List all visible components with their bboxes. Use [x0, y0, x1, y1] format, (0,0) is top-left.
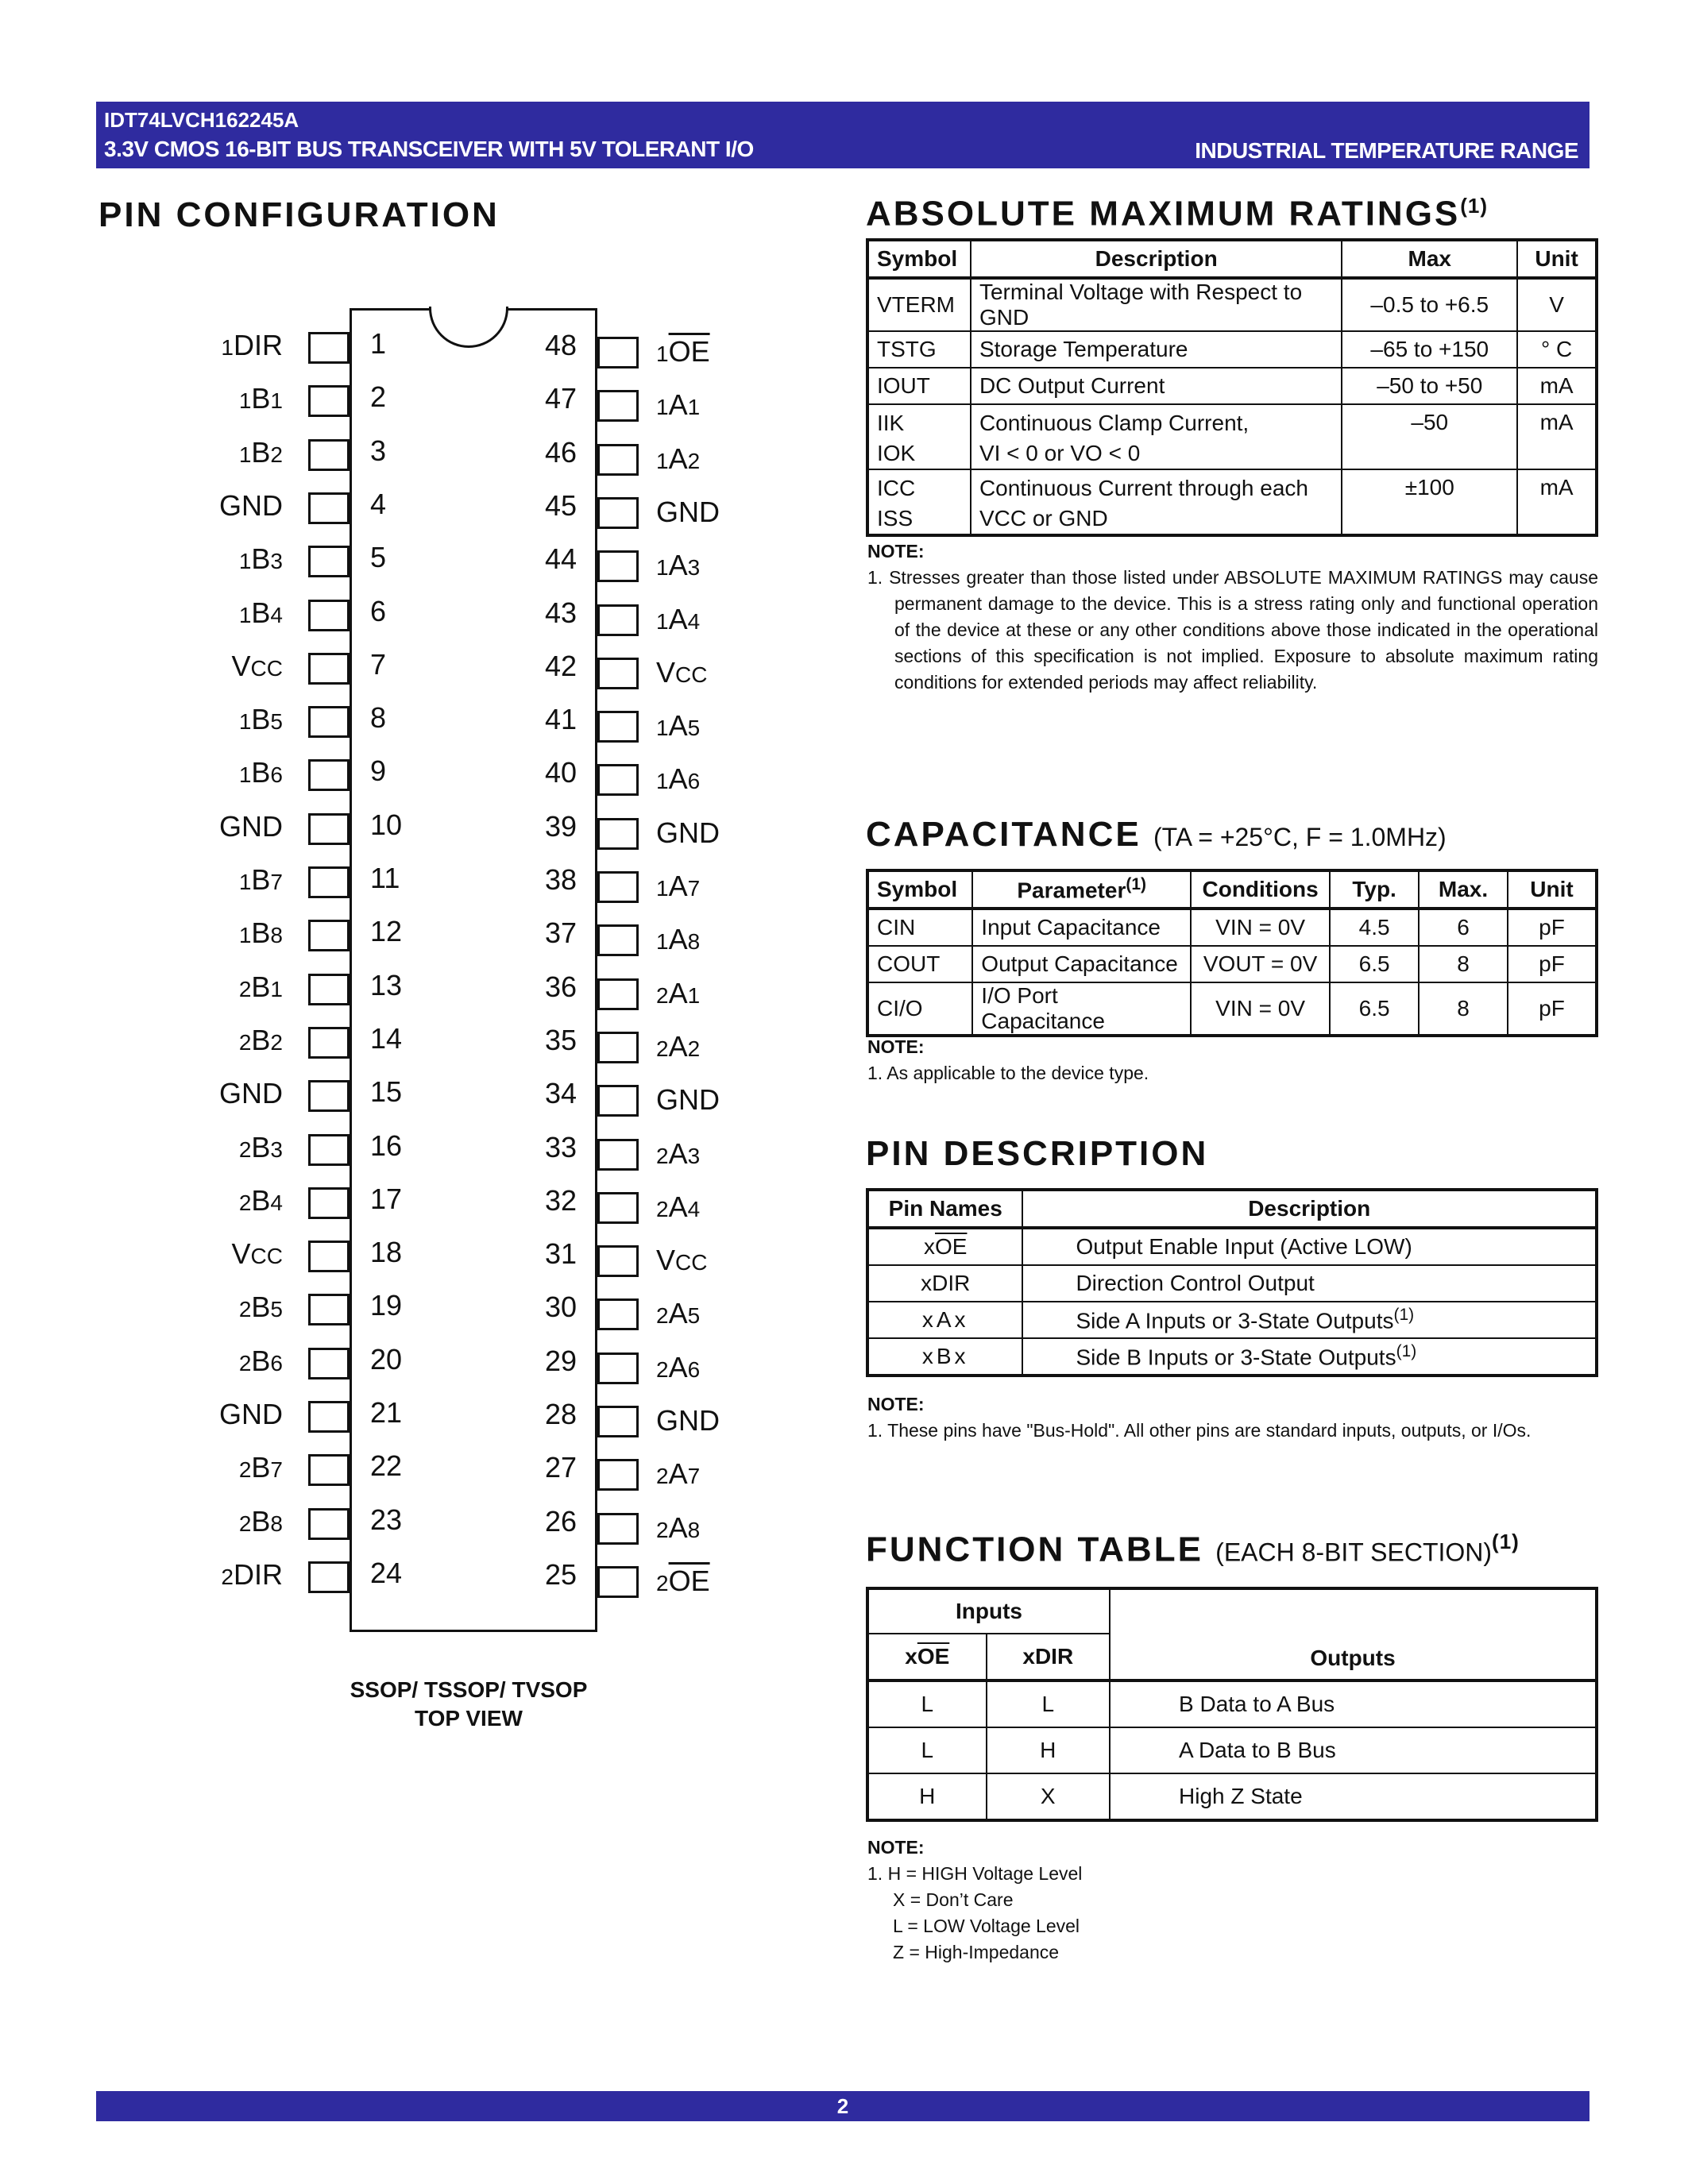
- typ-cell: 4.5: [1330, 909, 1419, 946]
- temperature-range: INDUSTRIAL TEMPERATURE RANGE: [1195, 138, 1578, 163]
- part-number: IDT74LVCH162245A: [104, 108, 299, 132]
- pin-label: 2A7: [656, 1457, 701, 1491]
- pin-number: 30: [544, 1291, 577, 1324]
- pin-pad: [597, 1298, 639, 1330]
- dir-cell: X: [987, 1773, 1111, 1820]
- abs-max-note: NOTE: 1. Stresses greater than those listed under ABSOLUTE MAXIMUM RATINGS may cause permanent damage to the device. This is a stress rating only and functional operation of the device at these or any other conditions above those indicated in the operational sections of this specification is not implied. Exposure to absolute maximum rating conditions for extended periods may affect reliability.: [867, 538, 1598, 696]
- pin-desc-note: NOTE: 1. These pins have "Bus-Hold". All other pins are standard inputs, outputs, or I/Os.: [867, 1391, 1598, 1444]
- pin-pad: [597, 711, 639, 743]
- capacitance-title: CAPACITANCE (TA = +25°C, F = 1.0MHz): [866, 815, 1447, 854]
- symbol-cell: TSTG: [867, 331, 971, 368]
- symbol-cell: IIK IOK: [867, 404, 971, 469]
- pin-number: 41: [544, 703, 577, 736]
- table-header-row: [867, 1190, 1597, 1228]
- package-label: [318, 1676, 620, 1733]
- pin-number: 43: [544, 596, 577, 629]
- max-cell: 8: [1419, 946, 1508, 982]
- symbol-cell: IOUT: [867, 368, 971, 404]
- pin-pad: [308, 974, 350, 1005]
- pin-number: 22: [370, 1449, 403, 1483]
- pin-label: 2DIR: [221, 1557, 283, 1591]
- pin-number: 6: [370, 594, 387, 627]
- description-cell: Side B Inputs or 3-State Outputs$^{(1)}$: [1022, 1338, 1597, 1376]
- unit-cell: pF: [1508, 946, 1597, 982]
- note-line: Z = High-Impedance: [893, 1942, 1060, 1962]
- pin-pad: [308, 1187, 350, 1219]
- symbol-cell: VTERM: [867, 278, 971, 331]
- pin-pad: [308, 439, 350, 471]
- pin-label: 2A8: [656, 1511, 701, 1544]
- pin-pad: [597, 604, 639, 636]
- pin-pad: [597, 390, 639, 422]
- pin-number: 9: [370, 754, 387, 788]
- pin-pad: [597, 1245, 639, 1277]
- pin-pad: [597, 924, 639, 956]
- pin-number: 11: [370, 862, 400, 894]
- table-row: [867, 1727, 1597, 1773]
- pin-name-cell: xBx: [867, 1338, 1022, 1376]
- capacitance-note: NOTE: 1. As applicable to the device type.: [867, 1034, 1598, 1086]
- pin-label: 2A5: [656, 1297, 701, 1330]
- pin-pad: [597, 1139, 639, 1171]
- max-cell: 8: [1419, 982, 1508, 1036]
- output-cell: High Z State: [1110, 1773, 1597, 1820]
- pin-number: 42: [544, 649, 577, 682]
- pin-number: 39: [544, 809, 577, 843]
- col-header: Symbol: [867, 240, 971, 278]
- footer-bar: [96, 2091, 1590, 2121]
- unit-cell: ° C: [1517, 331, 1597, 368]
- unit-cell: mA: [1517, 368, 1597, 404]
- pin-number: 48: [544, 329, 577, 361]
- pin-number: 13: [370, 968, 403, 1001]
- header-bar: [96, 102, 1590, 168]
- description-cell: Continuous Current through each VCC or GND: [971, 469, 1342, 535]
- pin-number: 5: [370, 541, 387, 574]
- function-table: [866, 1587, 1598, 1822]
- table-row: [867, 1338, 1597, 1376]
- col-header: Unit: [1517, 240, 1597, 278]
- pin-label: 1B4: [238, 596, 283, 629]
- pin-pad: [308, 813, 350, 845]
- pin-desc-title: PIN DESCRIPTION: [866, 1134, 1209, 1173]
- table-row: [867, 1228, 1597, 1265]
- pin-pad: [308, 653, 350, 685]
- abs-max-title: ABSOLUTE MAXIMUM RATINGS$^{(1)}$: [866, 194, 1489, 233]
- pin-pad: [308, 759, 350, 791]
- pin-number: 19: [370, 1289, 403, 1322]
- pin-number: 26: [544, 1504, 577, 1538]
- oe-cell: L: [867, 1680, 987, 1727]
- pin-name-cell: $x\overline{OE}$: [867, 1228, 1022, 1265]
- pin-number: 1: [370, 327, 387, 360]
- unit-cell: V: [1517, 278, 1597, 331]
- oe-cell: L: [867, 1727, 987, 1773]
- pin-pad: [308, 1454, 350, 1486]
- pin-name-cell: xDIR: [867, 1265, 1022, 1302]
- pin-pad: [597, 871, 639, 903]
- dir-cell: L: [987, 1680, 1111, 1727]
- pin-pad: [597, 1459, 639, 1491]
- pin-label: 2B5: [238, 1291, 283, 1324]
- pin-number: 28: [544, 1398, 577, 1430]
- capacitance-conditions: (TA = +25°C, F = 1.0MHz): [1153, 823, 1447, 851]
- inputs-header: Inputs: [867, 1588, 1110, 1634]
- table-row: [867, 909, 1597, 946]
- pin-pad: [597, 1192, 639, 1224]
- col-header: Conditions: [1191, 870, 1330, 909]
- pin-pad: [308, 1561, 350, 1593]
- symbol-cell: CIN: [867, 909, 972, 946]
- typ-cell: 6.5: [1330, 946, 1419, 982]
- col-header: Pin Names: [867, 1190, 1022, 1228]
- pin-label: 1A4: [656, 602, 701, 635]
- pin-pad: [597, 497, 639, 529]
- pin-number: 33: [544, 1130, 577, 1163]
- pin-pad: [308, 920, 350, 951]
- pin-label: VCC: [656, 655, 708, 689]
- pin-number: 12: [370, 915, 403, 948]
- pin-pad: [597, 444, 639, 476]
- pin-number: 40: [544, 756, 577, 789]
- pin-label: 2B4: [238, 1183, 283, 1217]
- pin-pad: [308, 1027, 350, 1059]
- conditions-cell: VOUT = 0V: [1191, 946, 1330, 982]
- conditions-cell: VIN = 0V: [1191, 982, 1330, 1036]
- note-line: 1. H = HIGH Voltage Level: [867, 1863, 1083, 1884]
- pin-number: 45: [544, 488, 577, 522]
- pin-pad: [308, 332, 350, 364]
- pin-label: 1A2: [656, 442, 701, 475]
- pin-pad: [308, 706, 350, 738]
- pin-pad: [597, 1352, 639, 1384]
- pin-number: 46: [544, 435, 577, 469]
- pin-pad: [308, 1134, 350, 1166]
- capacitance-table: [866, 869, 1598, 1037]
- pin-label: $2\overline{OE}$: [656, 1564, 710, 1597]
- description-cell: Side A Inputs or 3-State Outputs$^{(1)}$: [1022, 1302, 1597, 1338]
- table-row: [867, 1773, 1597, 1820]
- pin-pad: [308, 1348, 350, 1379]
- description-cell: Continuous Clamp Current, VI < 0 or VO < 0: [971, 404, 1342, 469]
- pin-number: 8: [370, 701, 387, 735]
- pin-number: 34: [544, 1077, 577, 1110]
- pin-pad: [597, 1085, 639, 1117]
- pin-number: 23: [370, 1503, 403, 1536]
- document-title: 3.3V CMOS 16-BIT BUS TRANSCEIVER WITH 5V TOLERANT I/O: [104, 137, 754, 161]
- typ-cell: 6.5: [1330, 982, 1419, 1036]
- pin-label: 1A6: [656, 762, 701, 796]
- table-header-row: [867, 1588, 1597, 1634]
- col-header: Max: [1342, 240, 1517, 278]
- pin-pad: [308, 385, 350, 417]
- pin-label: GND: [219, 1077, 283, 1110]
- pin-pad: [308, 1080, 350, 1112]
- max-cell: –0.5 to +6.5: [1342, 278, 1517, 331]
- pin-label: 1A5: [656, 709, 701, 743]
- table-row: [867, 1265, 1597, 1302]
- pin-config-title: PIN CONFIGURATION: [98, 195, 500, 234]
- pin-label: 2B1: [238, 970, 283, 1003]
- pin-label: 2A3: [656, 1136, 701, 1170]
- pin-number: 16: [370, 1129, 403, 1162]
- note-line: X = Don’t Care: [893, 1889, 1014, 1910]
- pin-label: 1B6: [238, 756, 283, 789]
- pin-pad: [308, 600, 350, 631]
- note-text: 1. Stresses greater than those listed under ABSOLUTE MAXIMUM RATINGS may cause permanent damage to the device. This is a stress rating only and functional operation of the device at these or any other conditions above those indicated in the operational sections of this specification is not implied. Exposure to absolute maximum rating conditions for extended periods may affect reliability.: [867, 567, 1598, 693]
- pin-number: 44: [544, 542, 577, 576]
- pin-label: 1DIR: [221, 329, 283, 361]
- col-header: Unit: [1508, 870, 1597, 909]
- table-row: [867, 1680, 1597, 1727]
- pin-pad: [597, 978, 639, 1010]
- page-number: 2: [836, 2094, 849, 2118]
- pin-label: 1B1: [238, 382, 283, 415]
- pin-label: VCC: [656, 1244, 708, 1277]
- pin-label: GND: [656, 495, 720, 528]
- pin-label: 2A2: [656, 1029, 701, 1063]
- note-text: 1. These pins have "Bus-Hold". All other pins are standard inputs, outputs, or I/Os.: [867, 1420, 1532, 1441]
- pin-number: 24: [370, 1556, 403, 1589]
- pin-label: 2A1: [656, 976, 701, 1009]
- pin-name-cell: xAx: [867, 1302, 1022, 1338]
- function-table-note: NOTE: 1. H = HIGH Voltage Level X = Don’t Care L = LOW Voltage Level Z = High-Impedance: [867, 1835, 1598, 1966]
- pin-pad: [597, 550, 639, 582]
- output-cell: B Data to A Bus: [1110, 1680, 1597, 1727]
- pin-label: VCC: [231, 1237, 283, 1271]
- symbol-cell: ICC ISS: [867, 469, 971, 535]
- package-types: SSOP/ TSSOP/ TVSOP: [350, 1677, 588, 1702]
- max-cell: –65 to +150: [1342, 331, 1517, 368]
- pin-label: GND: [656, 1404, 720, 1437]
- pin-pad: [308, 546, 350, 577]
- note-text: 1. As applicable to the device type.: [867, 1063, 1149, 1083]
- col-header: Typ.: [1330, 870, 1419, 909]
- parameter-cell: I/O Port Capacitance: [972, 982, 1191, 1036]
- pin-number: 15: [370, 1075, 403, 1109]
- pin-number: 20: [370, 1342, 403, 1376]
- pin-label: 1B7: [238, 863, 283, 896]
- pin-label: 2A6: [656, 1350, 701, 1383]
- col-header: Parameter$^{(1)}$: [972, 870, 1191, 909]
- table-row: [867, 946, 1597, 982]
- pin-pad: [308, 1294, 350, 1325]
- description-cell: Terminal Voltage with Respect to GND: [971, 278, 1342, 331]
- pin-number: 37: [544, 916, 577, 950]
- description-cell: DC Output Current: [971, 368, 1342, 404]
- pin-pad: [597, 1513, 639, 1545]
- unit-cell: mA: [1517, 469, 1597, 535]
- output-cell: A Data to B Bus: [1110, 1727, 1597, 1773]
- abs-max-table: [866, 238, 1598, 537]
- pin-number: 31: [544, 1237, 577, 1271]
- pin-label: 1B3: [238, 542, 283, 576]
- pin-label: 2B3: [238, 1130, 283, 1163]
- pin-label: GND: [219, 1398, 283, 1430]
- pin-pad: [597, 1032, 639, 1063]
- pin-number: 2: [370, 380, 387, 414]
- table-row: [867, 404, 1597, 469]
- unit-cell: pF: [1508, 909, 1597, 946]
- table-row: [867, 368, 1597, 404]
- col-header: Max.: [1419, 870, 1508, 909]
- function-table-title: FUNCTION TABLE (EACH 8-BIT SECTION)$^{(1)}$: [866, 1530, 1520, 1569]
- pin-number: 14: [370, 1021, 403, 1055]
- max-cell: –50 to +50: [1342, 368, 1517, 404]
- pin-label: 1B2: [238, 435, 283, 469]
- pin-pad: [597, 1566, 639, 1598]
- pin-pad: [597, 658, 639, 689]
- pin-number: 25: [544, 1557, 577, 1591]
- pin-label: 2B6: [238, 1344, 283, 1377]
- pin-number: 29: [544, 1344, 577, 1377]
- pin-label: 1A7: [656, 870, 701, 902]
- pin-pad: [308, 492, 350, 524]
- view-label: TOP VIEW: [415, 1706, 523, 1731]
- table-row: [867, 1302, 1597, 1338]
- symbol-cell: CI/O: [867, 982, 972, 1036]
- pin-number: 21: [370, 1396, 403, 1429]
- max-cell: ±100: [1342, 469, 1517, 535]
- pin-pad: [308, 1241, 350, 1272]
- parameter-cell: Input Capacitance: [972, 909, 1191, 946]
- col-header: Description: [1022, 1190, 1597, 1228]
- pin-pad: [308, 1401, 350, 1433]
- pin-label: 1A8: [656, 923, 701, 956]
- pin-pad: [597, 818, 639, 850]
- pin-number: 4: [370, 487, 387, 520]
- pin-number: 47: [544, 382, 577, 415]
- pin-label: GND: [219, 809, 283, 843]
- pin-label: 1A3: [656, 549, 701, 582]
- unit-cell: mA: [1517, 404, 1597, 469]
- max-cell: 6: [1419, 909, 1508, 946]
- dir-cell: H: [987, 1727, 1111, 1773]
- col-header: Symbol: [867, 870, 972, 909]
- pin-label: 1A1: [656, 388, 701, 422]
- col-header-dir: xDIR: [987, 1634, 1111, 1680]
- table-row: [867, 331, 1597, 368]
- outputs-header: Outputs: [1110, 1588, 1597, 1680]
- pin-number: 3: [370, 434, 387, 467]
- pin-number: 38: [544, 863, 577, 896]
- note-line: L = LOW Voltage Level: [893, 1916, 1080, 1936]
- pin-number: 10: [370, 808, 403, 841]
- pin-pad: [597, 337, 639, 369]
- description-cell: Output Enable Input (Active LOW): [1022, 1228, 1597, 1265]
- table-header-row: [867, 240, 1597, 278]
- pin-number: 7: [370, 647, 387, 681]
- pin-pad: [597, 764, 639, 796]
- pin-pad: [308, 866, 350, 898]
- pin-label: GND: [656, 816, 720, 849]
- pin-label: 2B8: [238, 1504, 283, 1538]
- pin-label: 1B5: [238, 703, 283, 736]
- pin-number: 18: [370, 1236, 403, 1269]
- pin-label: 2A4: [656, 1190, 701, 1223]
- description-cell: Storage Temperature: [971, 331, 1342, 368]
- max-cell: –50: [1342, 404, 1517, 469]
- description-cell: Direction Control Output: [1022, 1265, 1597, 1302]
- pin-number: 17: [370, 1182, 403, 1215]
- pin-label: VCC: [231, 649, 283, 682]
- pin-number: 36: [544, 970, 577, 1003]
- table-row: [867, 278, 1597, 331]
- oe-cell: H: [867, 1773, 987, 1820]
- symbol-cell: COUT: [867, 946, 972, 982]
- pin-number: 32: [544, 1183, 577, 1217]
- pin-label: GND: [656, 1083, 720, 1117]
- table-row: [867, 982, 1597, 1036]
- pin-desc-table: [866, 1188, 1598, 1377]
- pin-pad: [308, 1508, 350, 1540]
- parameter-cell: Output Capacitance: [972, 946, 1191, 982]
- pin-number: 27: [544, 1451, 577, 1484]
- table-header-row: [867, 870, 1597, 909]
- pin-label: 2B2: [238, 1023, 283, 1056]
- pin-label: 2B7: [238, 1451, 283, 1484]
- pin-label: GND: [219, 488, 283, 522]
- col-header: Description: [971, 240, 1342, 278]
- conditions-cell: VIN = 0V: [1191, 909, 1330, 946]
- pin-label: $1\overline{OE}$: [656, 335, 710, 368]
- pin-pad: [597, 1406, 639, 1437]
- pin-label: 1B8: [238, 916, 283, 950]
- col-header-oe: $x\overline{OE}$: [867, 1634, 987, 1680]
- pin-number: 35: [544, 1023, 577, 1056]
- table-row: [867, 469, 1597, 535]
- unit-cell: pF: [1508, 982, 1597, 1036]
